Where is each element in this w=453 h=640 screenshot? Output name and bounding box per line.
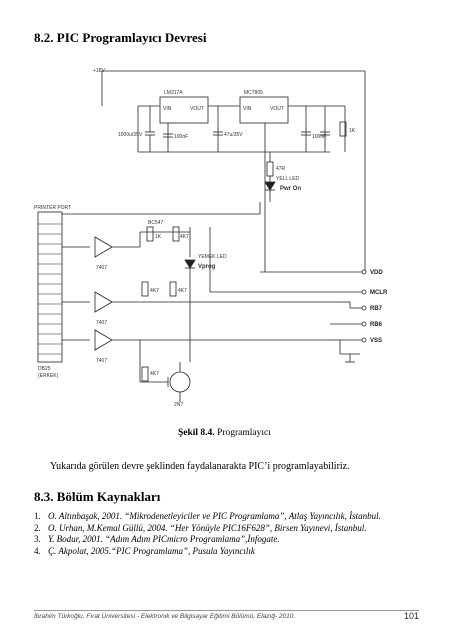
reference-item (34, 534, 381, 546)
label-rb7: RB7 (370, 306, 383, 312)
label-reg2-out: VOUT (270, 106, 284, 112)
section-title: 8.2. PIC Programlayıcı Devresi (34, 30, 207, 45)
label-cap4: 100nF (312, 134, 327, 140)
reference-text: O. Urhan, M.Kemal Güllü, 2004. “Her Yönüyle PIC16F628”, Birsen Yayınevi, İstanbul. (48, 522, 367, 533)
label-gate1: 7407 (96, 265, 108, 271)
reference-item (34, 523, 381, 535)
label-gate3: 7407 (96, 358, 108, 364)
label-transistor: BC547 (148, 220, 164, 226)
label-rr2: 4K7 (180, 234, 189, 240)
label-reg2: MC7805 (244, 90, 263, 96)
label-led-vprog-small: YEMEK LED (198, 254, 227, 260)
figure-caption-text: Programlayıcı (214, 428, 271, 438)
label-db25: DB25 (38, 366, 51, 372)
label-db25-sub: (ERKEK) (38, 373, 59, 379)
reference-number: 3. (34, 534, 41, 544)
footer-divider (34, 610, 419, 611)
references-list (34, 511, 381, 557)
label-reg1: LM317A (164, 90, 183, 96)
label-rr1: 1K (155, 234, 162, 240)
label-res1: 1K (349, 128, 356, 134)
page-number: 101 (404, 611, 420, 621)
label-mclr: MCLR (370, 290, 388, 296)
label-reg1-in: VIN (163, 106, 172, 112)
label-printer-port: PRINTER PORT (34, 205, 72, 211)
label-rr4: 4K7 (178, 288, 187, 294)
programmer-circuit-diagram (30, 62, 405, 422)
body-paragraph: Yukarıda görülen devre şeklinden faydalanarakta PIC’i programlayabiliriz. (50, 461, 350, 472)
label-rr5: 4K7 (150, 371, 159, 377)
reference-number: 1. (34, 511, 41, 521)
label-cap2: 100nF (174, 134, 189, 140)
figure-caption (178, 428, 271, 438)
label-led-power: Pwr On (280, 186, 302, 192)
label-gate2: 7407 (96, 320, 108, 326)
label-vss: VSS (370, 338, 383, 344)
label-led-vprog: Vprog (198, 264, 216, 270)
label-reg1-out: VOUT (190, 106, 204, 112)
label-cap1: 1000u/35V (118, 132, 143, 138)
reference-text: O. Altınbaşak, 2001. “Mikrodenetleyiciler ve PIC Programlama”, Atlaş Yayıncılık, İstanbul. (48, 511, 381, 521)
references-title: 8.3. Bölüm Kaynakları (34, 489, 161, 504)
reference-text: Y. Bodur, 2001. “Adım Adım PICmicro Programlama”,İnfogate. (48, 534, 280, 544)
reference-number: 2. (34, 522, 41, 533)
label-supply: +18V (93, 68, 105, 74)
footer-text: İbrahim Türkoğlu, Fırat Üniversitesi - Elektronik ve Bilgisayar Eğitimi Bölümü, Elazığ- 2010. (34, 613, 296, 620)
label-transistor2: 2N7 (174, 402, 184, 408)
label-cap3: 47u/35V (224, 132, 243, 138)
label-led-power-small: YELL LED (276, 176, 300, 182)
reference-item (34, 546, 381, 558)
reference-number: 4. (34, 545, 41, 556)
reference-item (34, 511, 381, 523)
label-rr3: 4K7 (150, 288, 159, 294)
label-reg2-in: VIN (243, 106, 252, 112)
figure-caption-number: Şekil 8.4. (178, 428, 215, 438)
label-res2: 47R (276, 166, 286, 172)
reference-text: Ç. Akpolat, 2005.“PIC Programlama”, Pusula Yayıncılık (48, 545, 255, 556)
label-vdd: VDD (370, 270, 383, 276)
label-rb6: RB6 (370, 322, 383, 328)
